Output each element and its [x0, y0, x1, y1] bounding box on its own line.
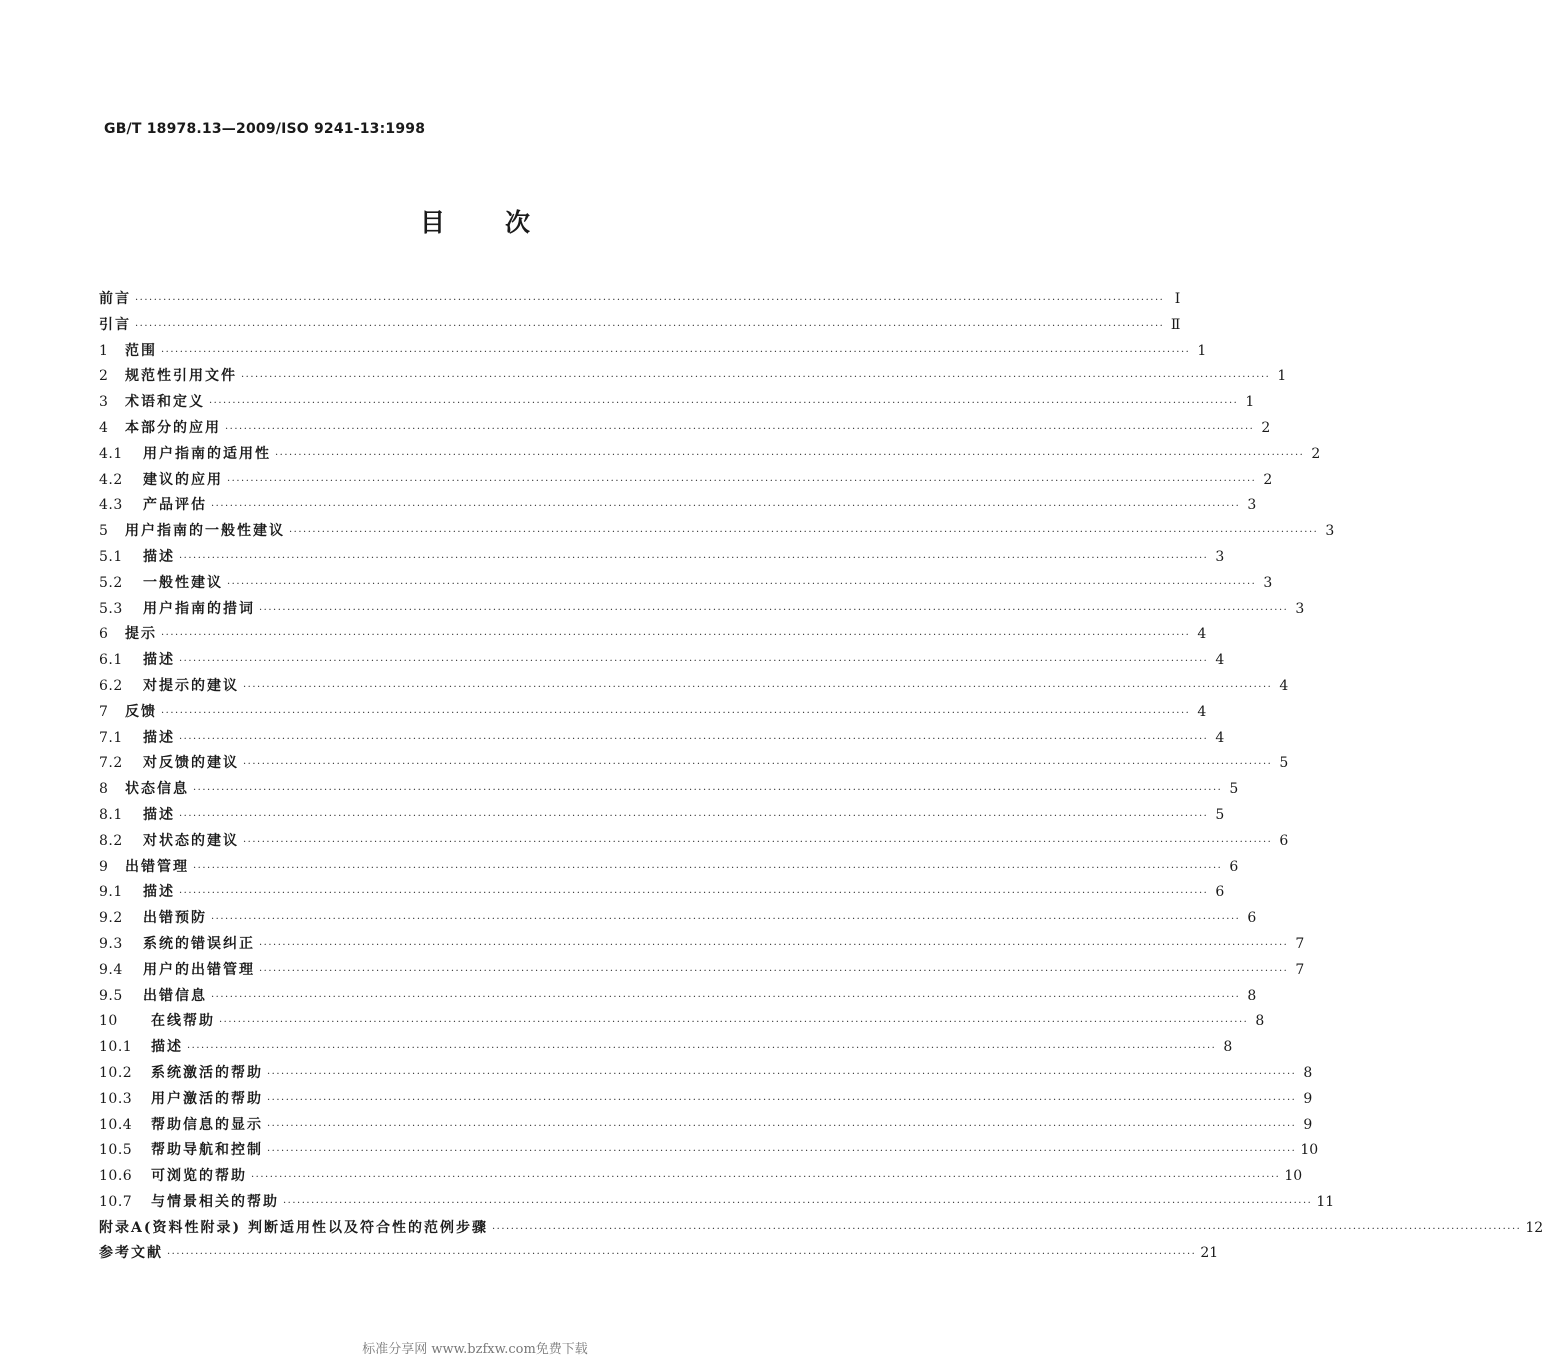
toc-entry-page: 5 — [1279, 755, 1289, 772]
toc-entry-number: 7.1 — [99, 729, 123, 746]
page-title — [0, 203, 950, 239]
toc-entry-page: 5 — [1215, 806, 1225, 823]
toc-entry-page: 3 — [1215, 548, 1225, 565]
toc-entry-page: 7 — [1295, 961, 1305, 978]
toc-entry-number: 6.2 — [99, 677, 123, 694]
toc-entry-page: 2 — [1311, 445, 1321, 462]
toc-leader-dots: ···························································································································································································································· — [227, 578, 1257, 590]
toc-entry — [99, 726, 1225, 752]
toc-entry-label: 描述 — [143, 548, 175, 565]
toc-leader-dots: ···························································································································································································································· — [243, 759, 1273, 771]
standard-code: GB/T 18978.13—2009/ISO 9241-13:1998 — [104, 121, 426, 137]
toc-entry-page: 8 — [1247, 987, 1257, 1004]
toc-entry — [99, 1241, 1219, 1267]
toc-entry-page: 11 — [1316, 1193, 1335, 1210]
toc-entry-label: 用户激活的帮助 — [151, 1090, 263, 1107]
toc-leader-dots: ···························································································································································································································· — [179, 656, 1209, 668]
toc-entry — [99, 597, 1305, 623]
toc-entry — [99, 442, 1321, 468]
toc-entry-page: 10 — [1284, 1168, 1303, 1185]
toc-entry-page: 4 — [1279, 677, 1289, 694]
toc-leader-dots: ···························································································································································································································· — [179, 810, 1209, 822]
toc-entry-page: 1 — [1197, 342, 1207, 359]
toc-entry-number: 10.4 — [99, 1116, 133, 1133]
toc-leader-dots: ···························································································································································································································· — [179, 733, 1209, 745]
toc-leader-dots: ···························································································································································································································· — [267, 1120, 1297, 1132]
toc-entry-label: 对状态的建议 — [143, 832, 239, 849]
toc-entry — [99, 829, 1289, 855]
toc-entry-number: 7 — [99, 703, 109, 720]
toc-entry-label: 状态信息 — [125, 781, 189, 798]
toc-leader-dots: ···························································································································································································································· — [259, 939, 1289, 951]
toc-entry-label: 用户指南的适用性 — [143, 445, 271, 462]
toc-entry-label: 帮助导航和控制 — [151, 1142, 263, 1159]
toc-entry-number: 9.3 — [99, 935, 123, 952]
toc-entry-label: 可浏览的帮助 — [151, 1168, 247, 1185]
toc-entry-number: 9 — [99, 858, 109, 875]
toc-leader-dots: ···························································································································································································································· — [283, 1197, 1313, 1209]
toc-entry-number: 5.1 — [99, 548, 123, 565]
toc-entry-page: 21 — [1200, 1245, 1219, 1262]
toc-entry-number: 8 — [99, 781, 109, 798]
toc-entry-number: 9.4 — [99, 961, 123, 978]
toc-leader-dots: ···························································································································································································································· — [211, 991, 1241, 1003]
toc-entry-label: 用户指南的一般性建议 — [125, 523, 285, 540]
toc-entry-page: 6 — [1247, 910, 1257, 927]
toc-entry-number: 8.1 — [99, 806, 123, 823]
toc-leader-dots: ···························································································································································································································· — [211, 501, 1241, 513]
toc-entry-number: 3 — [99, 394, 109, 411]
toc-entry — [99, 880, 1225, 906]
toc-entry — [99, 287, 1181, 313]
toc-entry — [99, 493, 1257, 519]
toc-entry-page: 1 — [1245, 394, 1255, 411]
toc-entry-label: 帮助信息的显示 — [151, 1116, 263, 1133]
toc-entry — [99, 932, 1305, 958]
toc-entry-number: 4.1 — [99, 445, 123, 462]
toc-leader-dots: ···························································································································································································································· — [193, 862, 1223, 874]
toc-leader-dots: ···························································································································································································································· — [161, 346, 1191, 358]
toc-entry-label: 附录A(资料性附录) 判断适用性以及符合性的范例步骤 — [99, 1219, 488, 1236]
toc-entry-label: 描述 — [143, 806, 175, 823]
toc-entry — [99, 1061, 1313, 1087]
toc-entry-number: 9.5 — [99, 987, 123, 1004]
toc-entry-label: 对提示的建议 — [143, 677, 239, 694]
toc-entry-label: 出错预防 — [143, 910, 207, 927]
toc-entry — [99, 803, 1225, 829]
toc-leader-dots: ···························································································································································································································· — [289, 527, 1319, 539]
toc-entry-label: 用户的出错管理 — [143, 961, 255, 978]
toc-leader-dots: ···························································································································································································································· — [267, 1146, 1297, 1158]
toc-entry-number: 4.3 — [99, 497, 123, 514]
toc-entry — [99, 751, 1289, 777]
toc-entry-label: 前言 — [99, 291, 131, 307]
toc-leader-dots: ···························································································································································································································· — [243, 836, 1273, 848]
toc-entry-label: 反馈 — [125, 703, 157, 720]
toc-entry-page: 3 — [1247, 497, 1257, 514]
toc-leader-dots: ···························································································································································································································· — [225, 423, 1255, 435]
footer-watermark: 标准分享网 www.bzfxw.com免费下载 — [362, 1342, 588, 1357]
toc-entry-label: 建议的应用 — [143, 471, 223, 488]
toc-entry-page: 2 — [1261, 419, 1271, 436]
toc-entry-number: 8.2 — [99, 832, 123, 849]
toc-entry-number: 9.2 — [99, 910, 123, 927]
toc-entry-label: 与情景相关的帮助 — [151, 1193, 279, 1210]
toc-entry — [99, 1138, 1319, 1164]
toc-entry-number: 10.7 — [99, 1193, 133, 1210]
toc-entry-page: Ⅱ — [1170, 316, 1181, 333]
toc-entry-page: 8 — [1255, 1013, 1265, 1030]
toc-entry-label: 规范性引用文件 — [125, 368, 237, 385]
toc-leader-dots: ···························································································································································································································· — [251, 1172, 1281, 1184]
toc-entry-label: 描述 — [143, 884, 175, 901]
toc-entry — [99, 468, 1273, 494]
toc-entry-label: 提示 — [125, 626, 157, 643]
toc-entry — [99, 1009, 1265, 1035]
toc-entry — [99, 855, 1239, 881]
toc-entry-label: 引言 — [99, 316, 131, 333]
toc-leader-dots: ···························································································································································································································· — [491, 1223, 1522, 1235]
toc-leader-dots: ···························································································································································································································· — [241, 372, 1271, 384]
toc-entry-page: 2 — [1263, 471, 1273, 488]
toc-entry-number: 10.1 — [99, 1039, 133, 1056]
toc-leader-dots: ···························································································································································································································· — [243, 681, 1273, 693]
toc-entry-label: 描述 — [151, 1039, 183, 1056]
toc-entry — [99, 519, 1335, 545]
toc-entry — [99, 1216, 1543, 1242]
toc-entry-label: 本部分的应用 — [125, 419, 221, 436]
toc-entry — [99, 984, 1257, 1010]
toc-entry-label: 描述 — [143, 729, 175, 746]
toc-entry-label: 范围 — [125, 342, 157, 359]
toc-leader-dots: ···························································································································································································································· — [259, 604, 1289, 616]
toc-entry-page: 4 — [1197, 703, 1207, 720]
toc-entry-number: 5.2 — [99, 574, 123, 591]
toc-leader-dots: ···························································································································································································································· — [219, 1017, 1249, 1029]
toc-leader-dots: ···························································································································································································································· — [179, 552, 1209, 564]
toc-entry — [99, 674, 1289, 700]
toc-entry — [99, 1190, 1335, 1216]
toc-entry-label: 出错管理 — [125, 858, 189, 875]
toc-entry-number: 10.5 — [99, 1142, 133, 1159]
toc-entry-number: 6 — [99, 626, 109, 643]
title-part-2: 次 — [505, 208, 531, 237]
toc-entry-page: 6 — [1279, 832, 1289, 849]
toc-entry-page: 9 — [1303, 1116, 1313, 1133]
toc-entry-label: 系统的错误纠正 — [143, 935, 255, 952]
toc-entry-page: 6 — [1229, 858, 1239, 875]
toc-entry-number: 9.1 — [99, 884, 123, 901]
toc-entry-page: 9 — [1303, 1090, 1313, 1107]
toc-entry-number: 4 — [99, 419, 109, 436]
toc-entry-label: 对反馈的建议 — [143, 755, 239, 772]
toc-leader-dots: ···························································································································································································································· — [275, 449, 1305, 461]
toc-entry — [99, 1113, 1313, 1139]
toc-leader-dots: ···························································································································································································································· — [227, 475, 1257, 487]
toc-entry-label: 参考文献 — [99, 1245, 163, 1262]
toc-leader-dots: ···························································································································································································································· — [267, 1068, 1297, 1080]
toc-leader-dots: ···························································································································································································································· — [161, 707, 1191, 719]
toc-entry-number: 7.2 — [99, 755, 123, 772]
toc-entry-label: 描述 — [143, 652, 175, 669]
toc-entry-label: 系统激活的帮助 — [151, 1064, 263, 1081]
toc-entry — [99, 777, 1239, 803]
toc-leader-dots: ···························································································································································································································· — [193, 785, 1223, 797]
toc-entry — [99, 416, 1271, 442]
toc-leader-dots: ···························································································································································································································· — [209, 398, 1239, 410]
toc-entry-number: 10.6 — [99, 1168, 133, 1185]
toc-entry-page: Ⅰ — [1174, 291, 1181, 307]
toc-entry-number: 10 — [99, 1013, 118, 1030]
toc-entry-page: 1 — [1277, 368, 1287, 385]
toc-leader-dots: ···························································································································································································································· — [259, 965, 1289, 977]
toc-entry — [99, 313, 1181, 339]
toc-entry — [99, 1087, 1313, 1113]
toc-entry — [99, 1164, 1303, 1190]
toc-leader-dots: ···························································································································································································································· — [267, 1094, 1297, 1106]
toc-entry-page: 3 — [1295, 600, 1305, 617]
toc-entry-number: 10.2 — [99, 1064, 133, 1081]
toc-entry-label: 产品评估 — [143, 497, 207, 514]
title-part-1: 目 — [419, 208, 445, 237]
toc-entry-page: 4 — [1215, 652, 1225, 669]
toc-entry-label: 一般性建议 — [143, 574, 223, 591]
toc-entry-number: 4.2 — [99, 471, 123, 488]
toc-entry-number: 1 — [99, 342, 109, 359]
toc-leader-dots: ···························································································································································································································· — [135, 320, 1165, 332]
toc-entry — [99, 906, 1257, 932]
toc-entry-page: 6 — [1215, 884, 1225, 901]
toc-entry — [99, 571, 1273, 597]
toc-entry-page: 3 — [1325, 523, 1335, 540]
toc-entry-page: 3 — [1263, 574, 1273, 591]
toc-entry — [99, 545, 1225, 571]
toc-entry-number: 5.3 — [99, 600, 123, 617]
table-of-contents — [99, 287, 1543, 1267]
toc-entry-page: 12 — [1525, 1219, 1543, 1236]
toc-leader-dots: ···························································································································································································································· — [179, 888, 1209, 900]
toc-entry — [99, 1035, 1233, 1061]
toc-entry-label: 用户指南的措词 — [143, 600, 255, 617]
toc-leader-dots: ···························································································································································································································· — [167, 1249, 1197, 1261]
toc-entry-page: 8 — [1223, 1039, 1233, 1056]
toc-entry — [99, 390, 1255, 416]
toc-entry — [99, 958, 1305, 984]
toc-entry — [99, 339, 1207, 365]
toc-entry — [99, 700, 1207, 726]
toc-entry-page: 4 — [1215, 729, 1225, 746]
toc-entry-page: 7 — [1295, 935, 1305, 952]
toc-entry-number: 6.1 — [99, 652, 123, 669]
toc-leader-dots: ···························································································································································································································· — [211, 914, 1241, 926]
toc-entry-page: 4 — [1197, 626, 1207, 643]
toc-entry-page: 8 — [1303, 1064, 1313, 1081]
toc-entry-number: 10.3 — [99, 1090, 133, 1107]
toc-entry-label: 出错信息 — [143, 987, 207, 1004]
toc-leader-dots: ···························································································································································································································· — [187, 1043, 1217, 1055]
toc-entry-page: 5 — [1229, 781, 1239, 798]
toc-entry — [99, 364, 1287, 390]
toc-entry-label: 术语和定义 — [125, 394, 205, 411]
toc-entry-number: 5 — [99, 523, 109, 540]
toc-entry — [99, 622, 1207, 648]
toc-entry-page: 10 — [1300, 1142, 1319, 1159]
toc-entry — [99, 648, 1225, 674]
toc-leader-dots: ···························································································································································································································· — [161, 630, 1191, 642]
toc-entry-number: 2 — [99, 368, 109, 385]
toc-entry-label: 在线帮助 — [151, 1013, 215, 1030]
toc-leader-dots: ···························································································································································································································· — [135, 295, 1165, 306]
